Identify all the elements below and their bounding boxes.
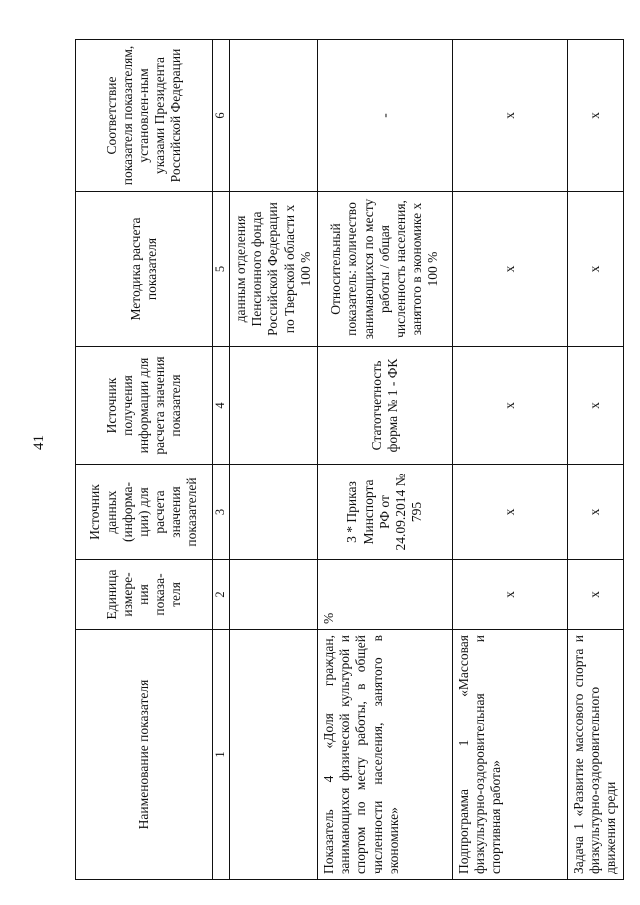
header-data-source: Источник данных (информа-ции) для расчета значения показателей	[76, 465, 213, 560]
table-cell: Относительный показатель: количество занимающихся по месту работы / общая численность населения, занятого в экономике х 100 %	[317, 192, 452, 347]
header-unit: Единица измере-ния показа-теля	[76, 560, 213, 630]
table-cell: х	[567, 465, 623, 560]
table-cell: Статотчетность форма № 1 - ФК	[317, 347, 452, 465]
table-cell	[230, 630, 318, 880]
table-cell: х	[452, 347, 567, 465]
column-number: 1	[213, 630, 230, 880]
table-cell: х	[452, 192, 567, 347]
task-name-cell: Задача 1 «Развитие массового спорта и физкультурно-оздоровительного движения среди	[567, 630, 623, 880]
indicator-name-cell: Показатель 4 «Доля граждан, занимающихся физической культурой и спортом по месту работы, в общей численности населения, занятого в экономике»	[317, 630, 452, 880]
table-cell	[230, 347, 318, 465]
table-cell: х	[567, 347, 623, 465]
table-cell: х	[567, 192, 623, 347]
table-row	[230, 40, 318, 880]
table-row	[452, 40, 567, 880]
column-number: 6	[213, 40, 230, 192]
column-number: 2	[213, 560, 230, 630]
table-cell: -	[317, 40, 452, 192]
indicator-table	[75, 39, 624, 880]
table-cell	[230, 560, 318, 630]
indicator-table-container	[75, 40, 619, 880]
header-presidential-compliance: Соответствие показателя показателям, установлен-ным указами Президента Российской Федерации	[76, 40, 213, 192]
table-cell	[230, 465, 318, 560]
page-number: 41	[31, 435, 47, 450]
column-number: 5	[213, 192, 230, 347]
table-cell	[230, 40, 318, 192]
table-cell: х	[567, 560, 623, 630]
subprogram-name-cell: Подпрограмма 1 «Массовая физкультурно-оздоровительная и спортивная работа»	[452, 630, 567, 880]
table-cell: х	[567, 40, 623, 192]
column-number-row	[213, 40, 230, 880]
column-number: 4	[213, 347, 230, 465]
header-row	[76, 40, 213, 880]
column-number: 3	[213, 465, 230, 560]
table-cell: данным отделения Пенсионного фонда Российской Федерации по Тверской области х 100 %	[230, 192, 318, 347]
table-cell: 3 * Приказ Минспорта РФ от 24.09.2014 № 795	[317, 465, 452, 560]
header-info-source: Источник получения информации для расчета значения показателя	[76, 347, 213, 465]
table-cell: %	[317, 560, 452, 630]
table-cell: х	[452, 465, 567, 560]
table-row	[567, 40, 623, 880]
header-calc-method: Методика расчета показателя	[76, 192, 213, 347]
table-row	[317, 40, 452, 880]
table-cell: х	[452, 560, 567, 630]
header-indicator-name: Наименование показателя	[76, 630, 213, 880]
table-cell: х	[452, 40, 567, 192]
